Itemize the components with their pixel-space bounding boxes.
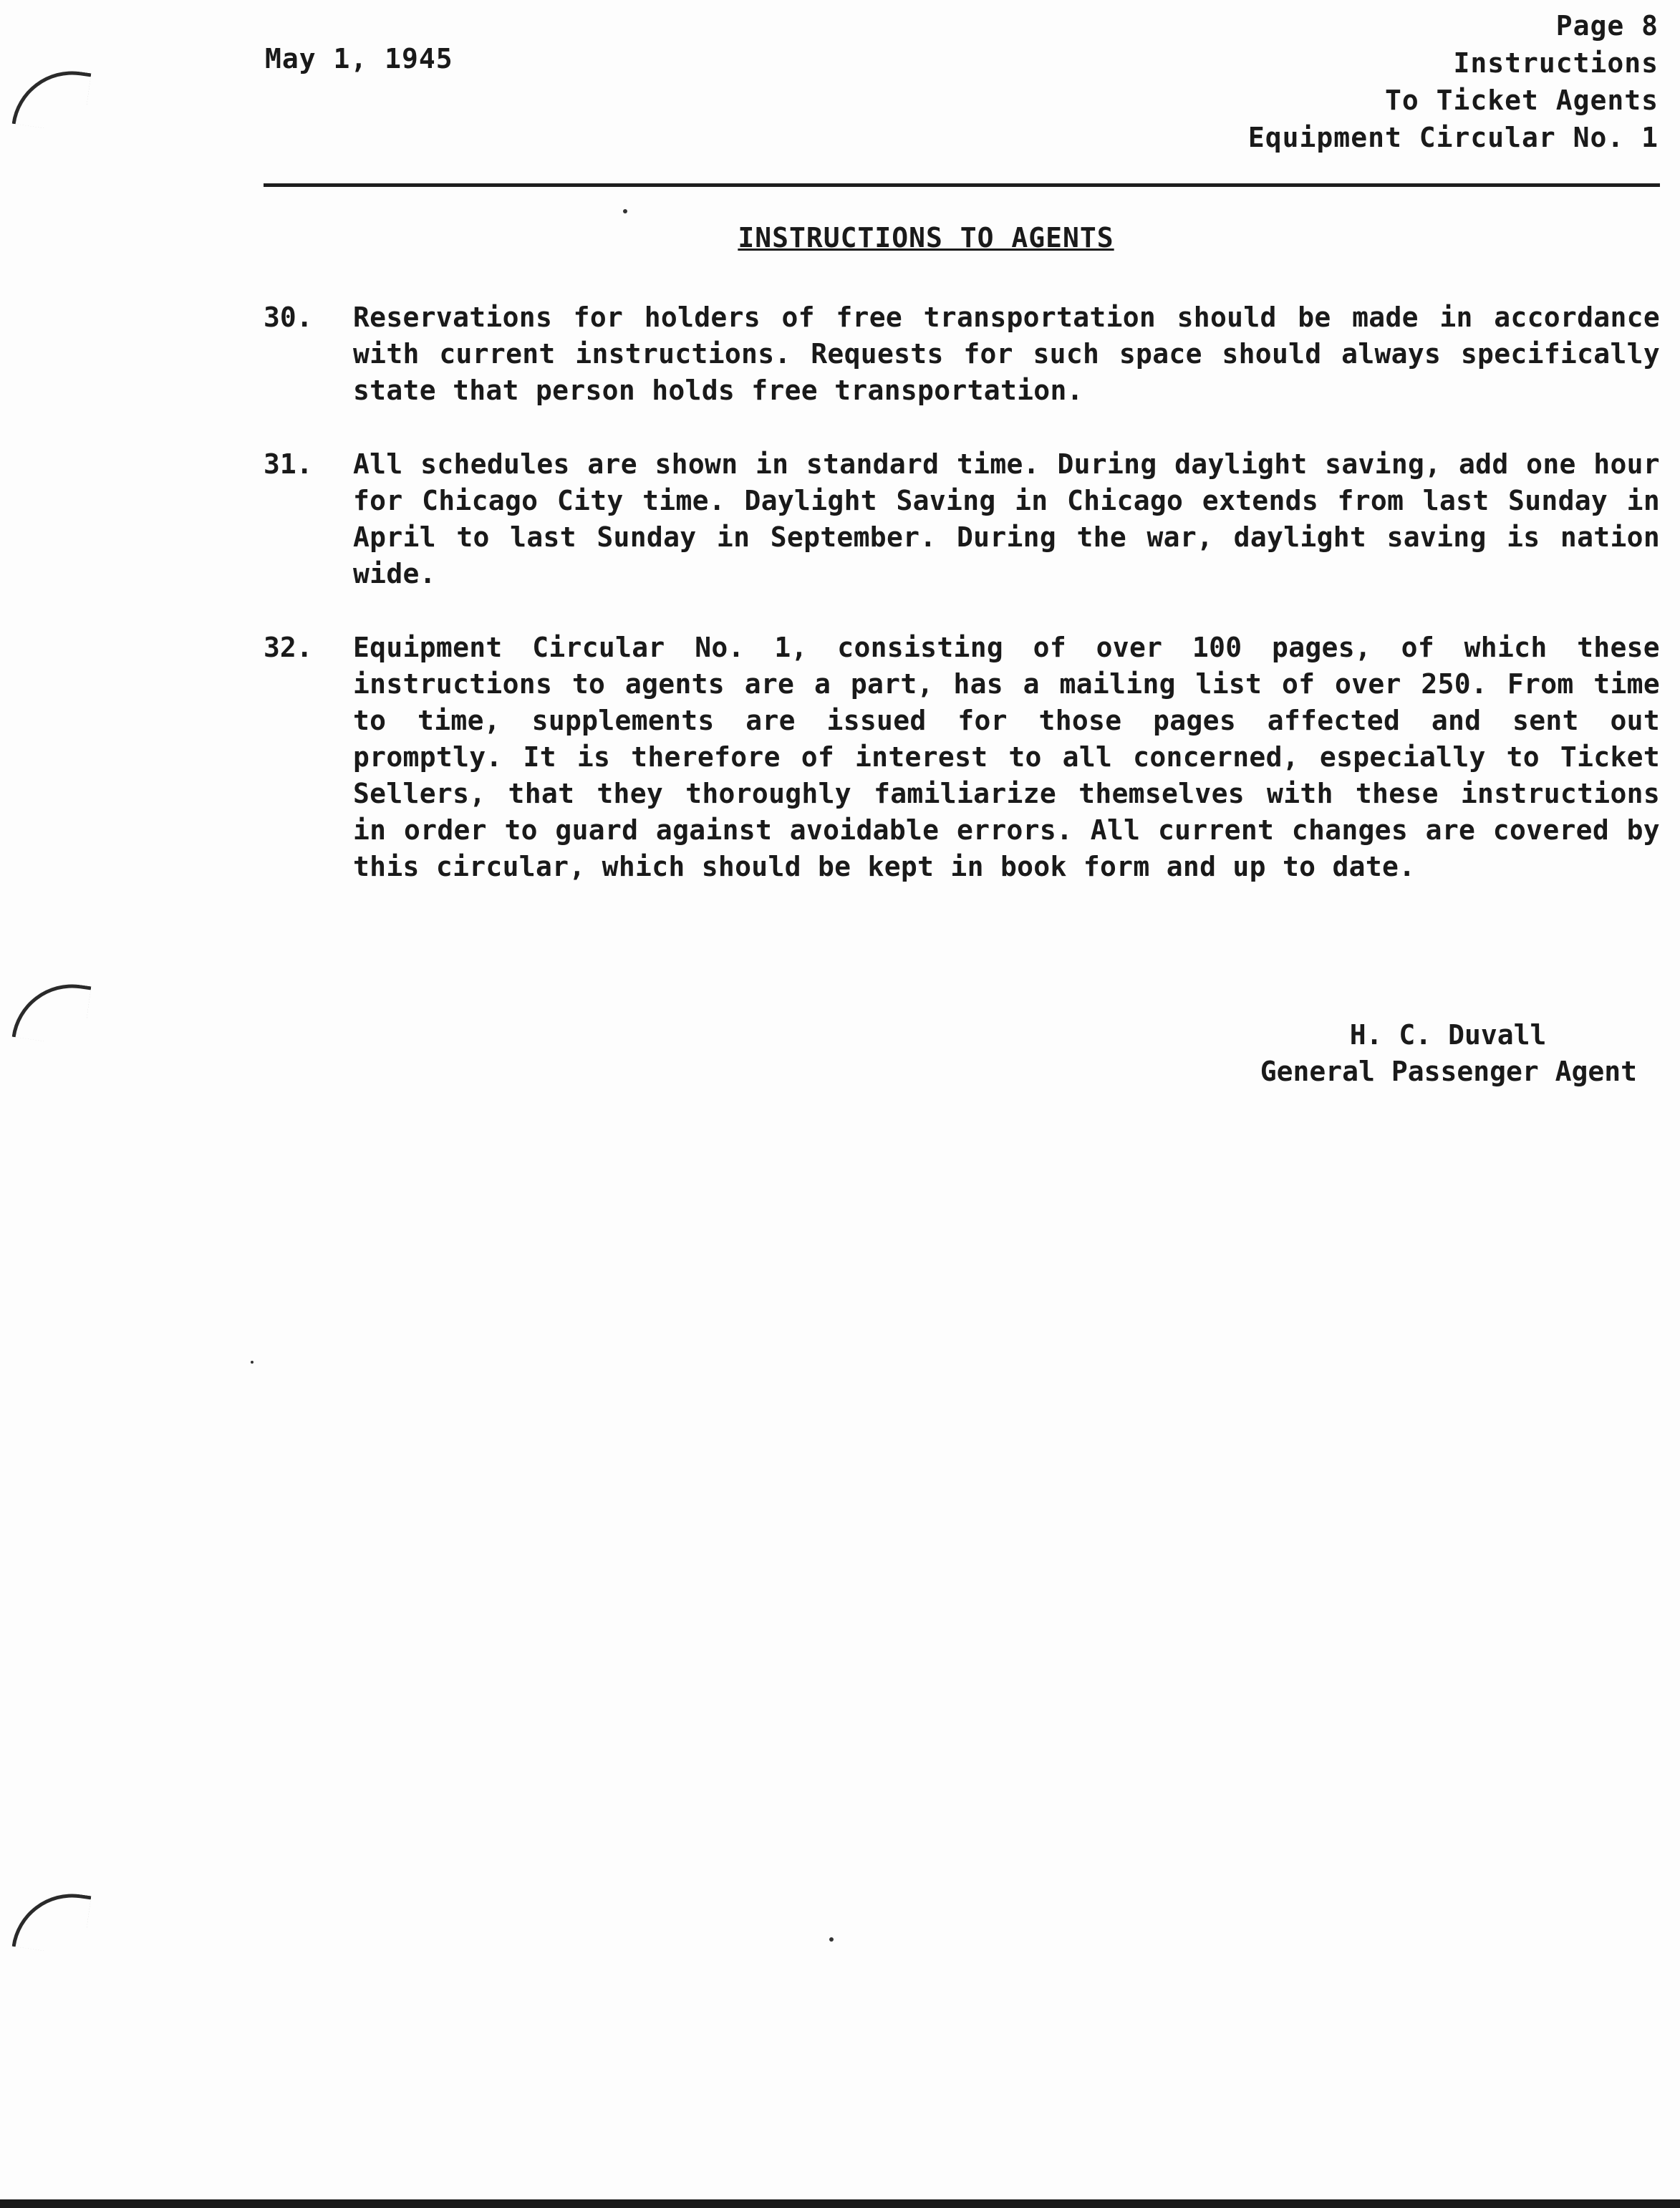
signatory-title: General Passenger Agent xyxy=(1260,1056,1637,1087)
instruction-number: 31. xyxy=(264,448,313,480)
scan-speck xyxy=(623,209,627,213)
document-title-text: INSTRUCTIONS TO AGENTS xyxy=(738,222,1114,254)
header-line-ticket-agents: To Ticket Agents xyxy=(1384,85,1659,116)
header-reference-block xyxy=(1248,7,1659,156)
header-date: May 1, 1945 xyxy=(265,43,453,74)
header-divider xyxy=(264,183,1660,187)
instructions-list xyxy=(264,299,1660,922)
signatory-name: H. C. Duvall xyxy=(1349,1019,1547,1051)
signature-block xyxy=(1260,1017,1637,1090)
instruction-number: 32. xyxy=(264,632,313,663)
page-number: Page 8 xyxy=(1555,10,1659,42)
instruction-item xyxy=(264,630,1660,885)
scan-speck xyxy=(251,1361,254,1364)
instruction-item xyxy=(264,299,1660,409)
header-line-instructions: Instructions xyxy=(1453,47,1659,79)
page-bottom-edge xyxy=(0,2199,1680,2208)
instruction-text: All schedules are shown in standard time. During daylight saving, add one hour for Chicago City time. Daylight Saving in Chicago extends from last Sunday in April to last Sunday in September. During the war, daylight saving is nation wide. xyxy=(353,448,1660,589)
document-title xyxy=(0,222,1680,254)
scan-speck xyxy=(829,1937,834,1942)
binder-hole-mark xyxy=(12,976,92,1046)
header-line-circular: Equipment Circular No. 1 xyxy=(1247,122,1659,153)
binder-hole-mark xyxy=(12,1886,92,1956)
instruction-text: Equipment Circular No. 1, consisting of over 100 pages, of which these instructions to agents are a part, has a mailing list of over 250. From time to time, supplements are issued for those pages affected and sent out promptly. It is therefore of interest to all concerned, especially to Ticket Sellers, that they thoroughly familiarize themselves with these instructions in order to guard against avoidable errors. All current changes are covered by this circular, which should be kept in book form and up to date. xyxy=(353,632,1660,882)
binder-hole-mark xyxy=(12,63,92,133)
instruction-number: 30. xyxy=(264,302,313,333)
instruction-text: Reservations for holders of free transportation should be made in accordance with current instructions. Requests for such space should always specifically state that person holds free transportation. xyxy=(353,302,1660,406)
instruction-item xyxy=(264,446,1660,592)
